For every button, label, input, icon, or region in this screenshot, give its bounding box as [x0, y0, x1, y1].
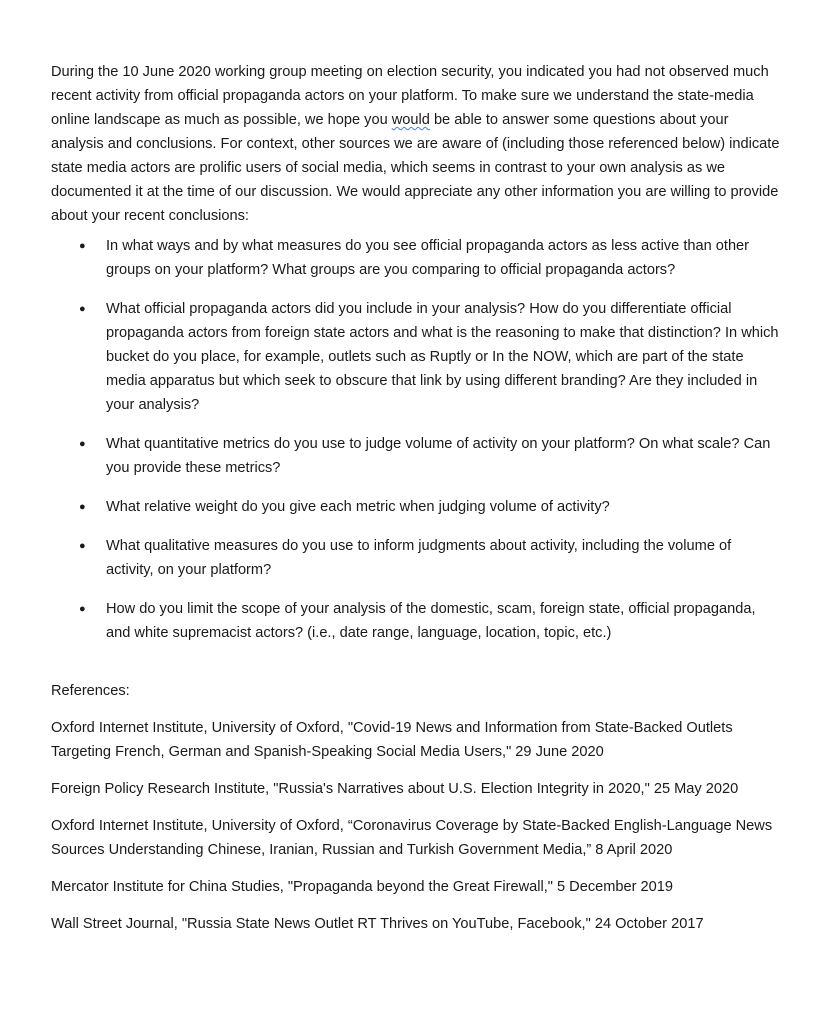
spellcheck-flagged-word[interactable]: would — [391, 112, 430, 128]
references-list — [51, 716, 781, 936]
question-text: What official propaganda actors did you include in your analysis? How do you differentiate official propaganda actors from foreign state actors and what is the reasoning to make that distinction? In which bucket do you place, for example, outlets such as Ruptly or In the NOW, which are part of the state media apparatus but which seek to obscure that link by using different branding? Are they included in your analysis? — [106, 301, 779, 413]
bullet-icon: ● — [79, 438, 86, 450]
bullet-icon: ● — [79, 501, 86, 513]
question-text: In what ways and by what measures do you see official propaganda actors as less active than other groups on your platform? What groups are you comparing to official propaganda actors? — [106, 238, 750, 278]
bullet-icon: ● — [79, 240, 86, 252]
question-item — [51, 234, 781, 282]
reference-item: Wall Street Journal, "Russia State News Outlet RT Thrives on YouTube, Facebook," 24 October 2017 — [51, 916, 704, 932]
references-heading: References: — [51, 683, 130, 699]
bullet-icon: ● — [79, 303, 86, 315]
reference-item: Oxford Internet Institute, University of Oxford, “Coronavirus Coverage by State-Backed English-Language News Sources Understanding Chinese, Iranian, Russian and Turkish Government Media,” 8 April 2020 — [51, 818, 773, 858]
question-item — [51, 534, 781, 582]
bullet-icon: ● — [79, 603, 86, 615]
document-body — [51, 60, 781, 949]
question-item — [51, 495, 781, 519]
intro-paragraph — [51, 60, 781, 228]
question-text: What relative weight do you give each metric when judging volume of activity? — [106, 499, 610, 515]
question-item — [51, 432, 781, 480]
question-item — [51, 597, 781, 645]
intro-text-after: be able to answer some questions about your analysis and conclusions. For context, other sources we are aware of (including those referenced below) indicate state media actors are prolific users of social media, which seems in contrast to your own analysis as we documented it at the time of our discussion. We would appreciate any other information you are willing to provide about your recent conclusions: — [51, 112, 780, 224]
reference-item: Oxford Internet Institute, University of Oxford, "Covid-19 News and Information from State-Backed Outlets Targeting French, German and Spanish-Speaking Social Media Users," 29 June 2020 — [51, 720, 733, 760]
question-item — [51, 297, 781, 417]
question-text: How do you limit the scope of your analysis of the domestic, scam, foreign state, official propaganda, and white supremacist actors? (i.e., date range, language, location, topic, etc.) — [106, 601, 756, 641]
intro-text-before: During the 10 June 2020 working group meeting on election security, you indicated you had not observed much recent activity from official propaganda actors on your platform. To make sure we understand the state-media online landscape as much as possible, we hope you — [51, 64, 769, 128]
reference-item: Mercator Institute for China Studies, "Propaganda beyond the Great Firewall," 5 December 2019 — [51, 879, 674, 895]
bullet-icon: ● — [79, 540, 86, 552]
question-list — [51, 234, 781, 645]
question-text: What qualitative measures do you use to inform judgments about activity, including the volume of activity, on your platform? — [106, 538, 732, 578]
question-text: What quantitative metrics do you use to judge volume of activity on your platform? On what scale? Can you provide these metrics? — [106, 436, 771, 476]
reference-item: Foreign Policy Research Institute, "Russia's Narratives about U.S. Election Integrity in 2020," 25 May 2020 — [51, 781, 739, 797]
